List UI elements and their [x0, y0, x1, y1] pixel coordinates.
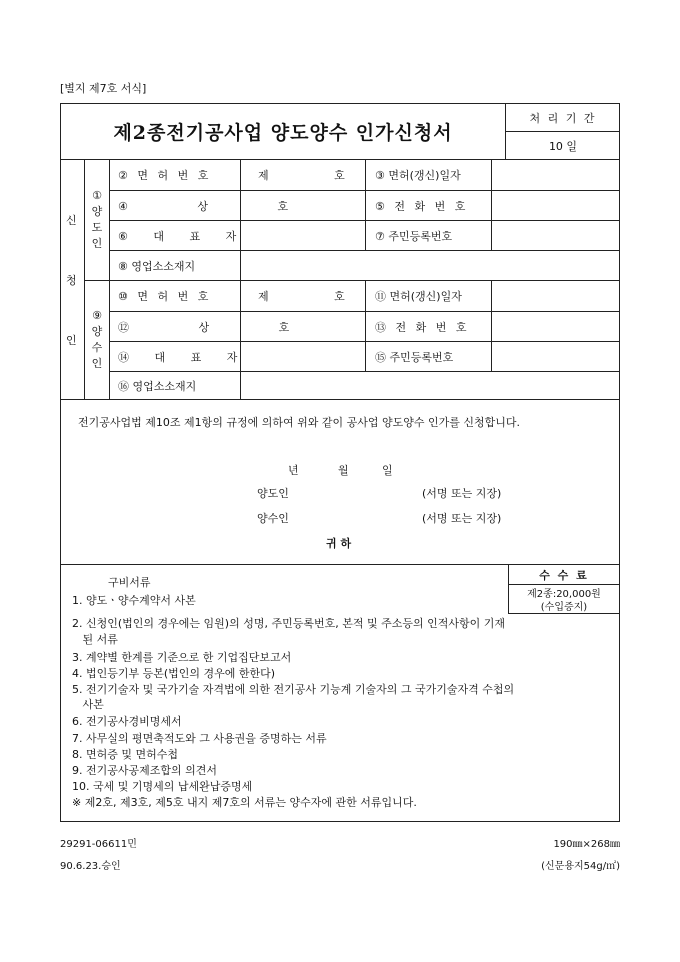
- transferee-label: [85, 281, 109, 399]
- document-item: 4. 법인등기부 등본(법인의 경우에 한한다): [72, 667, 276, 680]
- document-item: 2. 신청인(법인의 경우에는 임원)의 성명, 주민등록번호, 본적 및 주소등의 인적사항이 기재: [72, 617, 505, 630]
- transferor-date-value[interactable]: [492, 160, 619, 190]
- divider: [109, 159, 110, 399]
- applicant-char-2: 청: [66, 274, 77, 287]
- transferor-id-label: ⑦ 주민등록번호: [375, 229, 453, 243]
- transferor-char: 양: [91, 205, 103, 218]
- form-code: 29291-06611민: [60, 839, 137, 850]
- transferee-rep-value[interactable]: [242, 342, 364, 371]
- transferee-phone-label: ⑬ 전 화 번 호: [375, 320, 467, 334]
- transferor-char: 인: [91, 237, 103, 250]
- applicant-char-3: 인: [66, 334, 77, 347]
- document-item: 된 서류: [72, 633, 118, 646]
- divider: [508, 613, 620, 614]
- paper-type: (신문용지54g/㎡): [541, 861, 620, 872]
- document-item: 1. 양도ㆍ양수계약서 사본: [72, 594, 196, 607]
- transferee-num: ⑨: [92, 309, 102, 322]
- transferor-company-label: ④ 상 호: [118, 199, 289, 213]
- transferor-num: ①: [92, 189, 102, 202]
- transferor-license-label: ② 면 허 번 호: [118, 169, 209, 182]
- paper-size: 190㎜×268㎜: [553, 839, 620, 850]
- document-item: 3. 계약별 한계를 기준으로 한 기업집단보고서: [72, 651, 292, 664]
- date-year: 년: [288, 464, 299, 477]
- signer-role: 양도인: [257, 487, 289, 500]
- applicant-char-1: 신: [66, 214, 77, 227]
- transferee-company-label: ⑫ 상 호: [118, 320, 290, 334]
- transferor-phone-label: ⑤ 전 화 번 호: [375, 199, 466, 213]
- transferee-char: 수: [91, 341, 103, 354]
- transferee-company-value[interactable]: [242, 312, 364, 341]
- transferee-date-label: ⑪ 면허(갱신)일자: [375, 290, 462, 303]
- document-item: 9. 전기공사공제조합의 의견서: [72, 764, 217, 777]
- transferee-char: 양: [91, 325, 103, 338]
- transferor-phone-value[interactable]: [492, 191, 619, 220]
- transferee-id-value[interactable]: [492, 342, 619, 371]
- transferor-rep-value[interactable]: [242, 221, 364, 250]
- transferor-license-value[interactable]: 제 호: [258, 169, 345, 182]
- transferee-address-value[interactable]: [242, 372, 619, 399]
- transferee-license-label: ⑩ 면 허 번 호: [118, 290, 209, 303]
- document-item: 6. 전기공사경비명세서: [72, 715, 182, 728]
- date-month: 월: [338, 464, 349, 477]
- processing-label: 처 리 기 간: [529, 111, 597, 125]
- transferor-address-value[interactable]: [242, 251, 619, 280]
- divider: [60, 399, 620, 400]
- signer-role: 양수인: [257, 512, 289, 525]
- transferor-address-label: ⑧ 영업소소재지: [118, 259, 196, 273]
- transferee-date-value[interactable]: [492, 281, 619, 311]
- form-label: [별지 제7호 서식]: [60, 82, 147, 95]
- transferor-rep-label: ⑥ 대 표 자: [118, 229, 237, 243]
- transferor-label: [85, 160, 109, 280]
- transferee-rep-label: ⑭ 대 표 자: [118, 350, 238, 364]
- signer-note: (서명 또는 지장): [422, 487, 502, 500]
- document-item: 10. 국세 및 기명세의 납세완납증명세: [72, 780, 253, 793]
- transferor-company-value[interactable]: [242, 191, 364, 220]
- transferor-id-value[interactable]: [492, 221, 619, 250]
- transferee-id-label: ⑮ 주민등록번호: [375, 350, 454, 364]
- signer-note: (서명 또는 지장): [422, 512, 502, 525]
- processing-value: 10 일: [548, 139, 578, 153]
- transferee-address-label: ⑯ 영업소소재지: [118, 379, 197, 393]
- divider: [365, 280, 366, 371]
- fee-note: (수입증지): [540, 602, 588, 613]
- form-title: 제2종전기공사업 양도양수 인가신청서: [113, 121, 453, 144]
- approval-date: 90.6.23.승인: [60, 861, 121, 872]
- fee-label: 수 수 료: [539, 568, 589, 582]
- document-item: 사본: [72, 698, 104, 711]
- transferee-char: 인: [91, 357, 103, 370]
- documents-heading: 구비서류: [108, 576, 151, 589]
- transferee-phone-value[interactable]: [492, 312, 619, 341]
- date-day: 일: [382, 464, 393, 477]
- document-item: 7. 사무실의 평면축적도와 그 사용권을 증명하는 서류: [72, 732, 327, 745]
- divider: [365, 159, 366, 250]
- document-item: 5. 전기기술자 및 국가기술 자격법에 의한 전기공사 기능계 기술자의 그 국가기술자격 수첩의: [72, 683, 515, 696]
- transferor-char: 도: [91, 221, 103, 234]
- addressee: 귀 하: [326, 537, 352, 550]
- transferee-license-value[interactable]: 제 호: [258, 290, 345, 303]
- document-item: ※ 제2호, 제3호, 제5호 내지 제7호의 서류는 양수자에 관한 서류입니다.: [72, 796, 417, 809]
- transferor-date-label: ③ 면허(갱신)일자: [375, 169, 461, 182]
- fee-amount: 제2종:20,000원: [527, 589, 601, 600]
- document-item: 8. 면허증 및 면허수첩: [72, 748, 178, 761]
- application-statement: 전기공사업법 제10조 제1항의 규정에 의하여 위와 같이 공사업 양도양수 인가를 신청합니다.: [78, 416, 520, 429]
